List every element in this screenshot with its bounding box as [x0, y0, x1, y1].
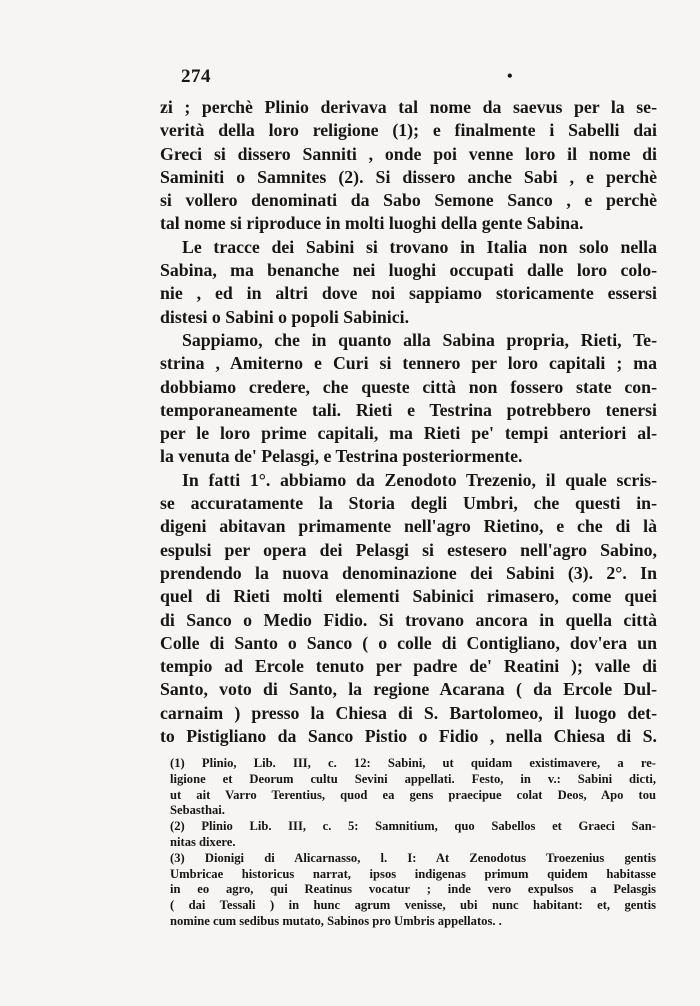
- body-line: di Sanco o Medio Fidio. Si trovano ancora in quella città: [160, 609, 657, 630]
- footnote-line: ( dai Tessali ) in hunc agrum venisse, ubi nunc habitant: et, gentis: [170, 898, 656, 913]
- footnote-line: (2) Plinio Lib. III, c. 5: Samnitium, quo Sabellos et Graeci San-: [170, 819, 656, 834]
- stray-dot-mark: •: [507, 68, 513, 85]
- body-line: Sabina, ma benanche nei luoghi occupati dalle loro colo-: [160, 260, 657, 281]
- body-line: Saminiti o Samnites (2). Si dissero anche Sabi , e perchè: [160, 166, 657, 187]
- main-text: [160, 96, 657, 748]
- footnote-line: ut ait Varro Terentius, quod ea gens praecipue colat Deos, Apo tou: [170, 787, 656, 802]
- body-line: tempio ad Ercole tenuto per padre de' Reatini ); valle di: [160, 656, 657, 677]
- footnote-line: nitas dixere.: [170, 834, 236, 849]
- body-line: Colle di Santo o Sanco ( o colle di Contigliano, dov'era un: [160, 632, 657, 653]
- page-number: 274: [181, 66, 211, 87]
- body-line: to Pistigliano da Sanco Pistio o Fidio , nella Chiesa di S.: [160, 726, 657, 747]
- paragraph-start-line: Le tracce dei Sabini si trovano in Italia non solo nella: [182, 236, 657, 257]
- body-line: quel di Rieti molti elementi Sabinici rimasero, come quei: [160, 586, 657, 607]
- paragraph-start-line: In fatti 1°. abbiamo da Zenodoto Trezenio, il quale scris-: [182, 469, 657, 490]
- body-line: strina , Amiterno e Curi si tennero per loro capitali ; ma: [160, 353, 657, 374]
- paragraph-start-line: Sappiamo, che in quanto alla Sabina propria, Rieti, Te-: [182, 329, 657, 350]
- footnote-line: Sebasthai.: [170, 803, 225, 818]
- body-line: digeni abitavan primamente nell'agro Rietino, e che di là: [160, 516, 657, 537]
- body-line: zi ; perchè Plinio derivava tal nome da saevus per la se-: [160, 97, 657, 117]
- body-line: tal nome si riproduce in molti luoghi della gente Sabina.: [160, 213, 584, 234]
- footnote-line: in eo agro, qui Reatinus vocatur ; inde vero expulsos a Pelasgis: [170, 882, 656, 897]
- body-line: espulsi per opera dei Pelasgi si estesero nell'agro Sabino,: [160, 539, 657, 560]
- footnote-line: Umbricae historicus narrat, ipsos indigenas primum quidem habitasse: [170, 866, 656, 881]
- body-line: dobbiamo credere, che queste città non fossero state con-: [160, 376, 657, 397]
- body-line: temporaneamente tali. Rieti e Testrina potrebbero tenersi: [160, 399, 657, 420]
- body-line: se accuratamente la Storia degli Umbri, che questi in-: [160, 493, 657, 514]
- body-line: la venuta de' Pelasgi, e Testrina posteriormente.: [160, 446, 523, 467]
- body-line: Santo, voto di Santo, la regione Acarana ( da Ercole Dul-: [160, 679, 657, 700]
- body-line: distesi o Sabini o popoli Sabinici.: [160, 306, 410, 327]
- footnote-line: nomine cum sedibus mutato, Sabinos pro Umbris appellatos. .: [170, 913, 502, 928]
- footnote-line: (3) Dionigi di Alicarnasso, l. I: At Zenodotus Troezenius gentis: [170, 850, 656, 865]
- body-line: si vollero denominati da Sabo Semone Sanco , e perchè: [160, 190, 657, 211]
- body-line: per le loro prime capitali, ma Rieti pe' tempi anteriori al-: [160, 423, 657, 444]
- body-line: verità della loro religione (1); e finalmente i Sabelli dai: [160, 120, 657, 141]
- footnote-line: ligione et Deorum cultu Sevini appellati. Festo, in v.: Sabini dicti,: [170, 771, 656, 786]
- footnotes: [170, 756, 656, 930]
- body-line: prendendo la nuova denominazione dei Sabini (3). 2°. In: [160, 562, 657, 583]
- body-line: nie , ed in altri dove noi sappiamo storicamente essersi: [160, 283, 657, 304]
- body-line: carnaim ) presso la Chiesa di S. Bartolomeo, il luogo det-: [160, 702, 657, 723]
- footnote-line: (1) Plinio, Lib. III, c. 12: Sabini, ut quidam existimavere, a re-: [170, 756, 656, 770]
- body-line: Greci si dissero Sanniti , onde poi venne loro il nome di: [160, 143, 657, 164]
